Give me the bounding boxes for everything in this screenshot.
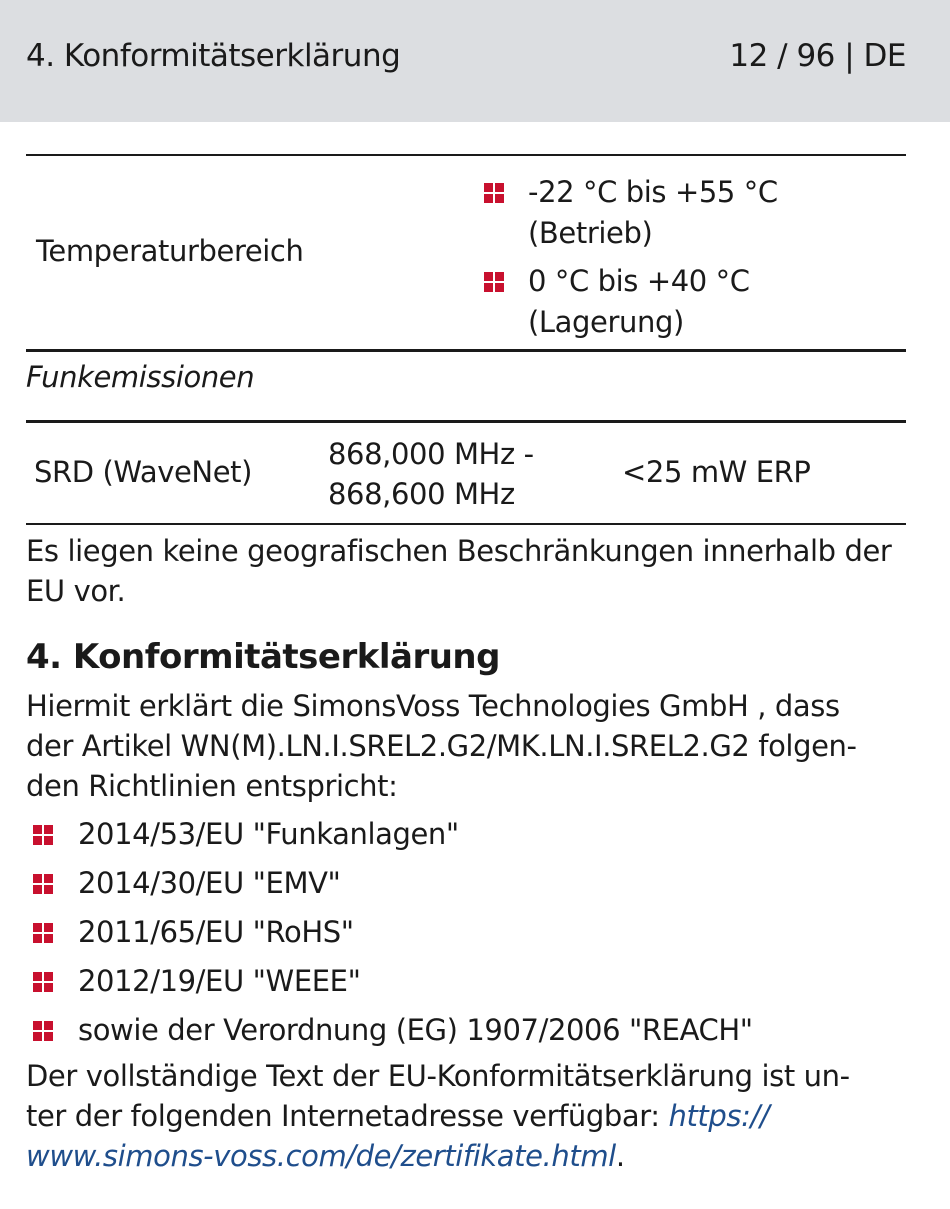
declaration-intro [26, 686, 906, 806]
directive-text: 2012/19/EU "WEEE" [78, 964, 361, 998]
table-row-temperature [26, 156, 906, 349]
list-item [26, 1010, 906, 1051]
table-bottom-rule [26, 523, 906, 525]
directive-text: 2011/65/EU "RoHS" [78, 915, 354, 949]
directive-text: sowie der Verordnung (EG) 1907/2006 "REACH" [78, 1013, 753, 1047]
list-item [26, 814, 906, 855]
intro-line: den Richtlinien entspricht: [26, 769, 398, 803]
final-period: . [615, 1139, 625, 1173]
declaration-availability [26, 1056, 906, 1176]
temperature-item-storage [484, 261, 904, 343]
page-header [0, 0, 950, 122]
final-line-1: Der vollständige Text der EU-Konformitätserklärung ist un- [26, 1059, 850, 1093]
table-row-radio-heading [26, 352, 906, 420]
directive-text: 2014/53/EU "Funkanlagen" [78, 817, 459, 851]
srd-frequency-end: 868,600 MHz [328, 477, 515, 511]
red-square-bullet-icon [484, 272, 504, 292]
red-square-bullet-icon [484, 183, 504, 203]
srd-power: <25 mW ERP [622, 455, 811, 489]
certificate-link-part-2: www.simons-voss.com/de/zertifikate.html [26, 1139, 616, 1173]
page-content [26, 154, 906, 1176]
temperature-item-operation [484, 172, 904, 254]
header-page-label: 12 / 96 | DE [729, 38, 906, 74]
list-item [26, 912, 906, 953]
header-section-title: 4. Konformitätserklärung [26, 38, 401, 74]
temperature-storage-range: 0 °C bis +40 °C [528, 264, 750, 298]
red-square-bullet-icon [33, 874, 53, 894]
temperature-storage-note: (Lagerung) [528, 305, 684, 339]
intro-line: Hiermit erklärt die SimonsVoss Technologies GmbH , dass [26, 689, 840, 723]
srd-frequency-start: 868,000 MHz - [328, 437, 534, 471]
directive-list [26, 814, 906, 1051]
temperature-list [484, 172, 904, 350]
red-square-bullet-icon [33, 923, 53, 943]
temperature-operation-note: (Betrieb) [528, 216, 653, 250]
srd-frequency [328, 434, 534, 514]
certificate-link-part-1: https:// [668, 1099, 770, 1133]
geo-restriction-note: Es liegen keine geografischen Beschränkungen innerhalb der EU vor. [26, 534, 892, 608]
intro-line: der Artikel WN(M).LN.I.SREL2.G2/MK.LN.I.SREL2.G2 folgen- [26, 729, 857, 763]
red-square-bullet-icon [33, 825, 53, 845]
table-row-srd [26, 423, 906, 523]
red-square-bullet-icon [33, 1021, 53, 1041]
temperature-label: Temperaturbereich [36, 234, 304, 268]
directive-text: 2014/30/EU "EMV" [78, 866, 341, 900]
list-item [26, 961, 906, 1002]
section-title: 4. Konformitätserklärung [26, 637, 500, 677]
temperature-operation-range: -22 °C bis +55 °C [528, 175, 778, 209]
red-square-bullet-icon [33, 972, 53, 992]
final-line-2: ter der folgenden Internetadresse verfügbar: [26, 1099, 669, 1133]
list-item [26, 863, 906, 904]
radio-emissions-heading: Funkemissionen [26, 360, 255, 394]
srd-name: SRD (WaveNet) [34, 455, 253, 489]
